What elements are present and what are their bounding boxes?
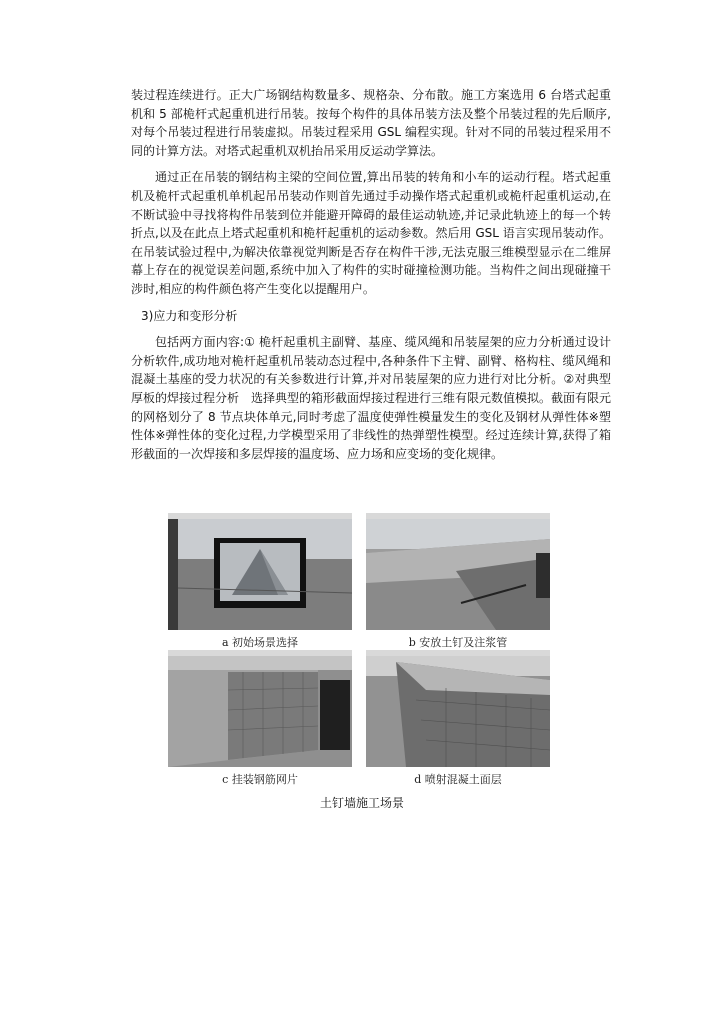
figure-b-caption: b 安放土钉及注浆管 (408, 636, 508, 649)
figure-c-caption: c 挂装钢筋网片 (222, 773, 298, 786)
figure-main-caption: 土钉墙施工场景 (319, 796, 404, 810)
figure-b-image (366, 513, 550, 630)
paragraph-1: 装过程连续进行。正大广场钢结构数量多、规格杂、分布散。施工方案选用 6 台塔式起重机和 5 部桅杆式起重机进行吊装。按每个构件的具体吊装方法及整个吊装过程的先后顺序,对每个吊装过程进行吊装虚拟。吊装过程采用 GSL 编程实现。针对不同的吊装过程采用不同的计算方法。对塔式起重机双机抬吊采用反运动学算法。 (131, 88, 611, 158)
section-heading-3: 3)应力和变形分析 (141, 308, 238, 323)
figure-a-caption: a 初始场景选择 (221, 636, 299, 649)
figure-d-image (366, 650, 550, 767)
figure-c-image (168, 650, 352, 767)
figure-d-caption: d 喷射混凝土面层 (414, 773, 502, 786)
document-body (131, 86, 611, 463)
paragraph-2: 通过正在吊装的钢结构主梁的空间位置,算出吊装的转角和小车的运动行程。塔式起重机及桅杆式起重机单机起吊吊装动作则首先通过手动操作塔式起重机或桅杆起重机运动,在不断试验中寻找将构件吊装到位并能避开障碍的最佳运动轨迹,并记录此轨迹上的每一个转折点,以及在此点上塔式起重机和桅杆起重机的运动参数。然后用 GSL 语言实现吊装动作。在吊装试验过程中,为解决依靠视觉判断是否存在构件干涉,无法克服三维模型显示在二维屏幕上存在的视觉误差问题,系统中加入了构件的实时碰撞检测功能。当构件之间出现碰撞干涉时,相应的构件颜色将产生变化以提醒用户。 (131, 170, 611, 296)
figure-a-image (168, 513, 352, 630)
paragraph-3: 包括两方面内容:① 桅杆起重机主副臂、基座、缆风绳和吊装屋架的应力分析通过设计分析软件,成功地对桅杆起重机吊装动态过程中,各种条件下主臂、副臂、格构柱、缆风绳和混凝土基座的受力状况的有关参数进行计算,并对吊装屋架的应力进行对比分析。②对典型厚板的焊接过程分析 选择典型的箱形截面焊接过程进行三维有限元数值模拟。截面有限元的网格划分了 8 节点块体单元,同时考虑了温度使弹性模量发生的变化及钢材从弹性体※塑性体※弹性体的变化过程,力学模型采用了非线性的热弹塑性模型。经过连续计算,获得了箱形截面的一次焊接和多层焊接的温度场、应力场和应变场的变化规律。 (131, 335, 612, 461)
